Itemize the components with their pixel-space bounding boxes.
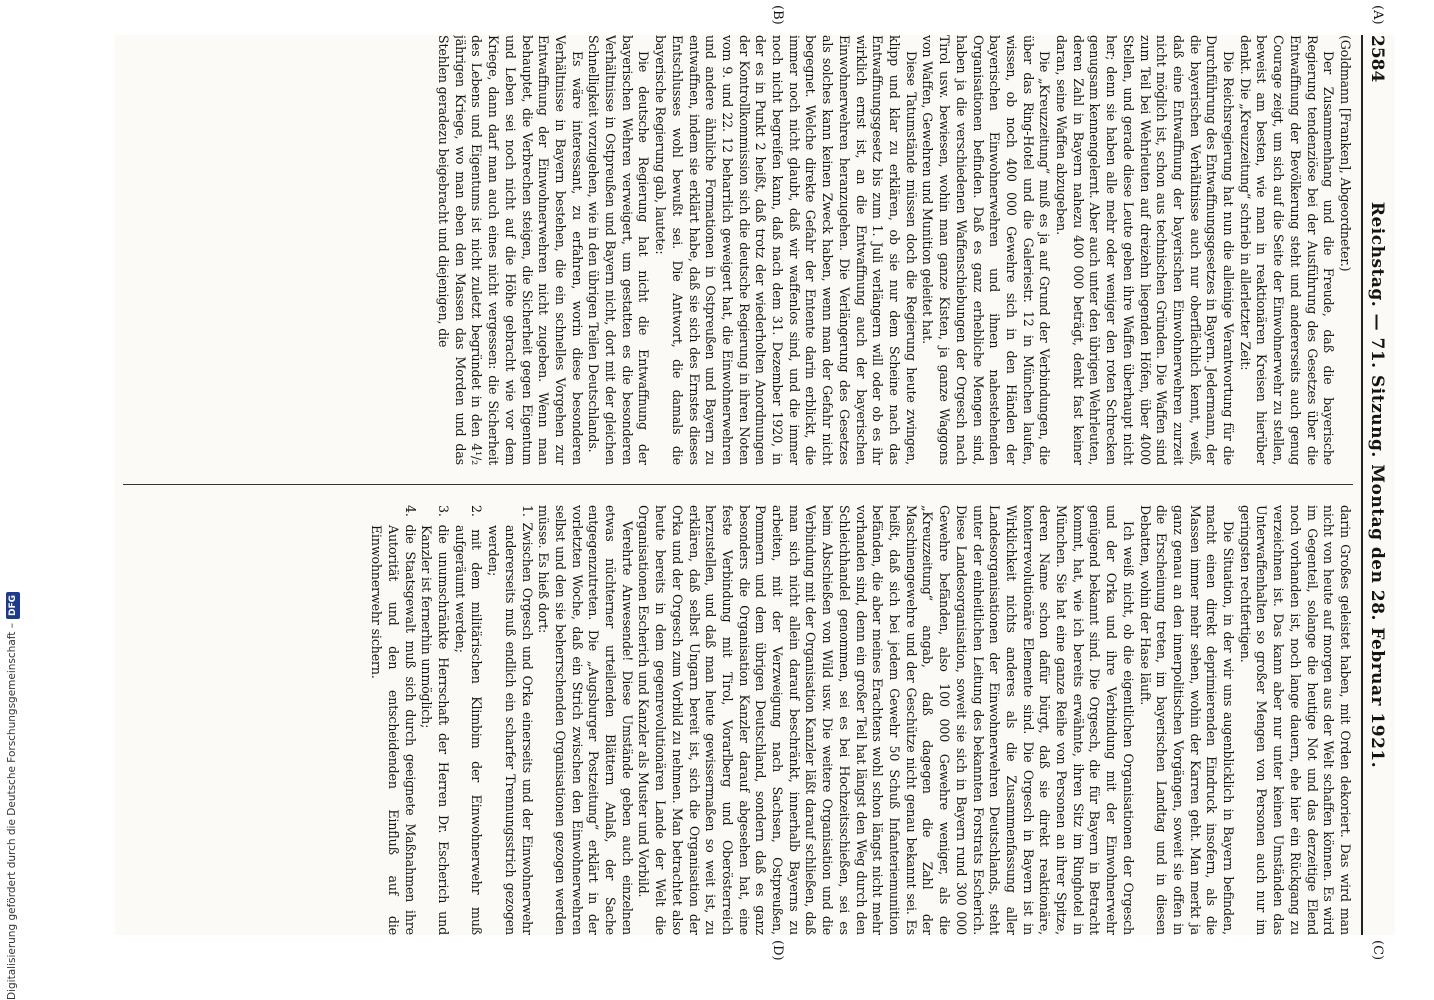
paragraph: Die Situation, in der wir uns augenblicklich in Bayern befinden, macht einen direkt deprimierenden Eindruck insofern, als die Massen immer mehr sehen, wohin der Karren geht. Man merkt ja ganz genau an den innerpolitischen Vorgängen, soweit sie offen in die Erscheinung treten, im bayerischen Landtag und in diesen Debatten, wohin der Hase läuft. <box>1137 505 1237 935</box>
list-item: 2. mit dem militärischen Klimbim der Einwohnerwehr muß aufgeräumt werden; <box>452 505 485 935</box>
list-item: 1. Zwischen Orgesch und Orka einerseits und der Einwohnerwehr andererseits muß endlich ein scharfer Trennungsstrich gezogen werden; <box>486 505 535 935</box>
margin-marker-c: (C) <box>1370 940 1385 961</box>
margin-marker-a: (A) <box>1370 5 1385 25</box>
header-rule <box>1361 35 1363 935</box>
margin-marker-b: (B) <box>770 5 785 25</box>
right-column <box>123 505 1353 935</box>
list-item: 3. die unumschränkte Herrschaft der Herren Dr. Escherich und Kanzler ist fernerhin unmöglich; <box>419 505 452 935</box>
margin-marker-d: (D) <box>770 940 785 961</box>
paragraph: Diese Tatumstände müssen doch die Regierung heute zwingen, klipp und klar zu erklären, ob sie nur dem Scheine nach das Entwaffnungsgesetz bis zum 1. Juli verlängern will oder ob es ihr wirklich ernst ist, an die Entwaffnung auch der bayerischen Einwohnerwehren heranzugehen. Die Verlängerung des Gesetzes als solches kann keinen Zweck haben, wenn man der Gefahr nicht begegnet. Welche direkte Gefahr der Entente darin erblickt, die immer noch nicht glaubt, daß wir waffenlos sind, und die immer noch nicht begreifen kann, daß nach dem 31. Dezember 1920, in der es in Punkt 2 heißt, daß trotz der wiederholten Anordnungen der Kontrollkommission sich die deutsche Regierung in ihren Noten vom 9. und 22. 12 beharrlich geweigert hat, die Einwohnerwehren und andere ähnliche Formationen in Ostpreußen und Bayern zu entwaffnen, indem sie erklärt habe, daß sie sich des Ernstes dieses Entschlusses wohl bewußt sei. Die Antwort, die damals die bayerische Regierung gab, lautete: <box>653 35 919 465</box>
paragraph: Ich weiß nicht, ob die eigentlichen Organisationen der Orgesch und der Orka und ihre Verbindung mit der Einwohnerwehr genügend bekannt sind. Die Orgesch, die für Bayern in Betracht kommt, hat, wie ich bereits erwähnte, ihren Sitz im Ringhotel in München. Sie hat eine ganze Reihe von Personen an ihrer Spitze, deren Name schon dafür bürgt, daß sie direkt reaktionäre, konterrevolutionäre Elemente sind. Die Orgesch in Bayern ist in Wirklichkeit nichts anderes als die Zusammenfassung aller Landesorganisationen der Einwohnerwehren Deutschlands, steht unter der einheitlichen Leitung des bekannten Forstrats Escherich. Diese Landesorganisation, soweit sie sich in Bayern rund 300 000 Gewehre befänden, also 100 000 Gewehre weniger, als die „Kreuzzeitung“ angab, daß dagegen die Zahl der Maschinengewehre und der Geschütze nicht genau bekannt sei. Es heißt, daß sich bei jedem Gewehr 50 Schuß Infanteriemunition befänden, die aber meines Erachtens wohl schon längst nicht mehr vorhanden sind, denn ein großer Teil hat längst den Weg durch den Schleichhandel genommen, sei es bei Hochzeitsschießen, sei es beim Abschießen von Wild usw. Die weitere Organisation und die Verbindung mit der Organisation Kanzler läßt darauf schließen, daß man sich nicht allein darauf beschränkt, innerhalb Bayerns zu arbeiten, mit der Verzweigung nach Sachsen, Ostpreußen, Pommern und dem übrigen Deutschland, sondern daß es ganz besonders die Organisation Kanzler darauf abgesehen hat, eine feste Verbindung mit Tirol, Vorarlberg und Oberösterreich herzustellen, und daß man heute gewissermaßen so weit ist, zu erklären, daß selbst Ungarn bereit ist, sich die Organisation der Orka und der Orgesch zum Vorbild zu nehmen. Man betrachtet also heute bereits in dem gegenrevolutionären Lande der Welt die Organisationen Escherich und Kanzler als Muster und Vorbild. <box>636 505 1136 935</box>
page-title: Reichstag. — 71. Sitzung. Montag den 28. Februar 1921. <box>1367 201 1387 769</box>
paragraph: (Goldmann [Franken], Abgeordneter.) <box>1338 35 1353 272</box>
scanned-page <box>115 5 1395 961</box>
digitization-credit <box>3 595 21 1000</box>
left-column <box>123 35 1353 465</box>
paragraph: Es wäre interessant, zu erfahren, worin diese besonderen Verhältnisse in Bayern bestehen, die ein schnelles Vorgehen zur Entwaffnung der Einwohnerwehren nicht zugeben. Wenn man behauptet, die Verbrechen steigen, die Sicherheit gegen Eigentum und Leben sei noch nicht auf die Höhe gebracht wie vor dem Kriege, dann darf man auch eines nicht vergessen: die Sicherheit des Lebens und Eigentums ist nicht zuletzt begründet in den 4¹/₂ jährigen Kriege, wo man eben den Massen das Morden und das Stehlen geradezu beigebracht und diejenigen, die <box>436 35 585 465</box>
paragraph: Verehrte Anwesende! Diese Umstände geben auch einzelnen etwas nüchterner urteilenden Blättern Anlaß, der Sache entgegenzutreten. Die „Augsburger Postzeitung“ erklärt in der vorletzten Woche, daß ein Strich zwischen den Einwohnerwehren selbst und den sie beherrschenden Organisationen gezogen werden müsse. Es hieß dort: <box>536 505 635 935</box>
dfg-logo: DFG <box>6 592 20 619</box>
paragraph: Die „Kreuzzeitung“ muß es ja auf Grund der Verbindungen, die über das Ring-Hotel und die Galeriestr. 12 in München laufen, wissen, ob noch 400 000 Gewehre sich in den Händen der bayerischen Einwohnerwehren und ihnen nahestehenden Organisationen befinden. Daß es ganz erhebliche Mengen sind, haben ja die verschiedenen Waffenschiebungen der Orgesch nach Tirol usw. bewiesen, wohin man ganze Kisten, ja ganze Waggons von Waffen, Gewehren und Munition geleitet hat. <box>920 35 1053 465</box>
page-number: 2584 <box>1367 35 1387 83</box>
list-item: 4. die Staatsgewalt muß sich durch geeignete Maßnahmen ihre Autorität und den entscheidenden Einfluß auf die Einwohnerwehr sichern. <box>369 505 418 935</box>
column-divider <box>123 484 1353 485</box>
paragraph: Der Zusammenhang und die Freude, daß die bayerische Regierung tendenziöse bei der Ausführung des Gesetzes über die Entwaffnung der Bevölkerung steht und andererseits auch genug Courage zeigt, um sich auf die Seite der Einwohnerwehr zu stellen, beweist am besten, wie man in reaktionären Kreisen hierüber denkt. Die „Kreuzzeitung“ schrieb in allerletzter Zeit: <box>1237 35 1337 465</box>
credit-text: Digitalisierung gefördert durch die Deutsche Forschungsgemeinschaft – <box>6 623 18 1000</box>
page-header <box>1361 35 1395 935</box>
quote-paragraph: Die deutsche Regierung hat nicht die Entwaffnung der bayerischen Wehren verweigert, um gestatten es die besonderen Verhältnisse in Ostpreußen und Bayern nicht, dort mit der gleichen Schnelligkeit vorzugehen, wie in den übrigen Teilen Deutschlands. <box>586 35 652 465</box>
paragraph: darin Großes geleistet haben, mit Orden dekoriert. Das wird man nicht von heute auf morgen aus der Welt schaffen können. Es wird im Gegenteil, solange die heutige Not und das derzeitige Elend noch vorhanden ist, noch lange dauern, ehe hier ein Rückgang zu verzeichnen ist. Das kann aber nur unter keinen Umständen das Unterwaffenhalten so großer Mengen von Personen auch nur im geringsten rechtfertigen. <box>1237 505 1353 935</box>
quote-paragraph: Die Reichsregierung hat nun die alleinige Verantwortung für die Durchführung des Entwaffnungsgesetzes in Bayern. Jedermann, der die bayerischen Verhältnisse auch nur oberflächlich kennt, weiß, daß eine Entwaffnung der bayerischen Einwohnerwehren zurzeit nicht möglich ist, schon aus technischen Gründen. Die Waffen sind zum Teil bei Wehrleuten auf dreizehn liegenden Höfen, über 4000 Stellen, und gerade diese Leute geben ihre Waffen überhaupt nicht her; denn sie haben alle mehr oder weniger den roten Schrecken genugsam kennengelernt. Aber auch unter den übrigen Wehrleuten, deren Zahl in Bayern nahezu 400 000 beträgt, denkt fast keiner daran, seine Waffen abzugeben. <box>1054 35 1237 465</box>
